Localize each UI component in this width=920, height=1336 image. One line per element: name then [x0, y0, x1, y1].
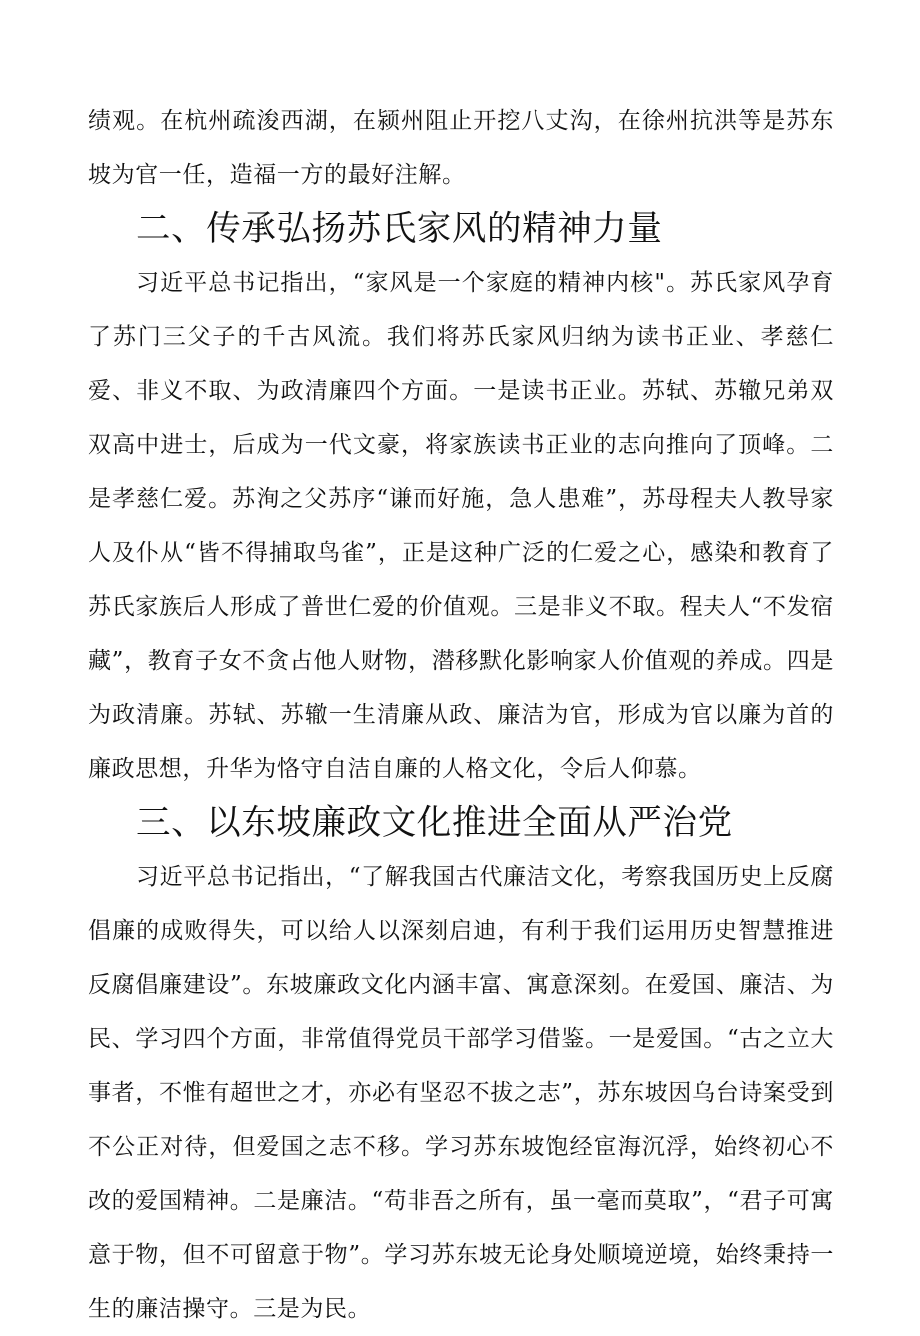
document-body: [88, 94, 834, 1336]
paragraph-family-tradition: 习近平总书记指出，“家风是一个家庭的精神内核"。苏氏家风孕育了苏门三父子的千古风流。我们将苏氏家风归纳为读书正业、孝慈仁爱、非义不取、为政清廉四个方面。一是读书正业。苏轼、苏辙兄弟双双高中进士，后成为一代文豪，将家族读书正业的志向推向了顶峰。二是孝慈仁爱。苏洵之父苏序“谦而好施，急人患难”，苏母程夫人教导家人及仆从“皆不得捕取鸟雀”，正是这种广泛的仁爱之心，感染和教育了苏氏家族后人形成了普世仁爱的价值观。三是非义不取。程夫人“不发宿藏”，教育子女不贪占他人财物，潜移默化影响家人价值观的养成。四是为政清廉。苏轼、苏辙一生清廉从政、廉洁为官，形成为官以廉为首的廉政思想，升华为恪守自洁自廉的人格文化，令后人仰慕。: [88, 270, 834, 782]
paragraph-continued: 绩观。在杭州疏浚西湖，在颍州阻止开挖八丈沟，在徐州抗洪等是苏东坡为官一任，造福一方的最好注解。: [88, 108, 834, 188]
section-heading-2: 二、传承弘扬苏氏家风的精神力量: [136, 209, 663, 249]
section-heading-3: 三、以东坡廉政文化推进全面从严治党: [136, 803, 733, 843]
paragraph-integrity-culture: 习近平总书记指出，“了解我国古代廉洁文化，考察我国历史上反腐倡廉的成败得失，可以给人以深刻启迪，有利于我们运用历史智慧推进反腐倡廉建设”。东坡廉政文化内涵丰富、寓意深刻。在爱国、廉洁、为民、学习四个方面，非常值得党员干部学习借鉴。一是爱国。“古之立大事者，不惟有超世之才，亦必有坚忍不拔之志”，苏东坡因乌台诗案受到不公正对待，但爱国之志不移。学习苏东坡饱经宦海沉浮，始终初心不改的爱国精神。二是廉洁。“苟非吾之所有，虽一毫而莫取”，“君子可寓意于物，但不可留意于物”。学习苏东坡无论身处顺境逆境，始终秉持一生的廉洁操守。三是为民。: [88, 864, 834, 1322]
